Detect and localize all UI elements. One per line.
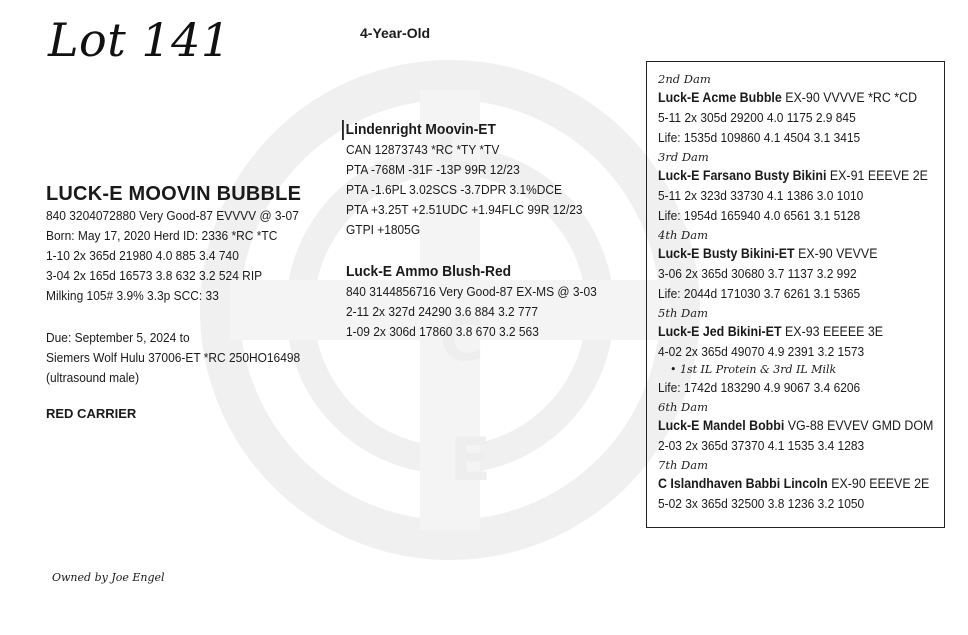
ancestor-class: EX-90 VEVVE xyxy=(798,246,878,261)
dam-block xyxy=(346,262,619,342)
ancestor-name: Luck-E Jed Bikini-ET xyxy=(658,324,782,339)
due-line: Siemers Wolf Hulu 37006-ET *RC 250HO16498 xyxy=(46,350,301,365)
svg-text:C: C xyxy=(440,305,485,375)
ancestor-class: VG-88 EVVEV GMD DOM xyxy=(787,418,934,433)
animal-details xyxy=(46,206,321,306)
ancestor-class: EX-90 EEEVE 2E xyxy=(831,476,930,491)
ancestor-record: Life: 1742d 183290 4.9 9067 3.4 6206 xyxy=(658,380,861,395)
due-line: Due: September 5, 2024 to xyxy=(46,330,190,345)
ancestor-class: EX-93 EEEEE 3E xyxy=(785,324,884,339)
generation-label: 2nd Dam xyxy=(658,72,711,86)
due-info xyxy=(46,328,322,388)
dam-line: 1-09 2x 306d 17860 3.8 670 3.2 563 xyxy=(346,324,539,339)
ancestor-record: Life: 2044d 171030 3.7 6261 3.1 5365 xyxy=(658,286,861,301)
owner-credit: Owned by Joe Engel xyxy=(52,571,165,584)
animal-detail-line: 840 3204072880 Very Good-87 EVVVV @ 3-07 xyxy=(46,208,299,223)
ancestor-class: EX-90 VVVVE *RC *CD xyxy=(785,90,918,105)
ancestor-entry xyxy=(658,474,933,494)
sire-line: PTA -768M -31F -13P 99R 12/23 xyxy=(346,162,520,177)
dam-line: 840 3144856716 Very Good-87 EX-MS @ 3-03 xyxy=(346,284,597,299)
ancestor-record: Life: 1954d 165940 4.0 6561 3.1 5128 xyxy=(658,208,861,223)
generation-label: 7th Dam xyxy=(658,458,708,472)
animal-detail-line: 1-10 2x 365d 21980 4.0 885 3.4 740 xyxy=(46,248,239,263)
ancestor-note: • 1st IL Protein & 3rd IL Milk xyxy=(670,363,837,376)
ancestor-name: Luck-E Farsano Busty Bikini xyxy=(658,168,827,183)
ancestor-entry xyxy=(658,322,933,342)
generation-label: 5th Dam xyxy=(658,306,708,320)
ancestor-record: 5-02 3x 365d 32500 3.8 1236 3.2 1050 xyxy=(658,496,865,511)
animal-detail-line: Born: May 17, 2020 Herd ID: 2336 *RC *TC xyxy=(46,228,278,243)
animal-detail-line: Milking 105# 3.9% 3.3p SCC: 33 xyxy=(46,288,219,303)
age-label: 4-Year-Old xyxy=(360,25,431,41)
lot-title: Lot 141 xyxy=(48,13,231,67)
svg-text:L: L xyxy=(435,115,474,185)
ancestor-entry xyxy=(658,416,933,436)
sire-name: Lindenright Moovin-ET xyxy=(342,120,582,140)
ancestor-entry xyxy=(658,166,933,186)
sire-line: PTA -1.6PL 3.02SCS -3.7DPR 3.1%DCE xyxy=(346,182,563,197)
sire-line: CAN 12873743 *RC *TY *TV xyxy=(346,142,500,157)
ancestor-record: 3-06 2x 365d 30680 3.7 1137 3.2 992 xyxy=(658,266,857,281)
generation-label: 4th Dam xyxy=(658,228,708,242)
ancestor-name: Luck-E Acme Bubble xyxy=(658,90,782,105)
ancestor-name: C Islandhaven Babbi Lincoln xyxy=(658,476,828,491)
animal-detail-line: 3-04 2x 165d 16573 3.8 632 3.2 524 RIP xyxy=(46,268,263,283)
ancestor-record: 5-11 2x 323d 33730 4.1 1386 3.0 1010 xyxy=(658,188,864,203)
generation-label: 6th Dam xyxy=(658,400,708,414)
generation-label: 3rd Dam xyxy=(658,150,709,164)
sire-block xyxy=(346,120,603,240)
dam-name: Luck-E Ammo Blush-Red xyxy=(346,263,512,280)
red-carrier-label: RED CARRIER xyxy=(46,406,137,421)
ancestor-class: EX-91 EEEVE 2E xyxy=(829,168,928,183)
sire-line: GTPI +1805G xyxy=(346,222,421,237)
animal-name: LUCK-E MOOVIN BUBBLE xyxy=(46,183,302,205)
due-line: (ultrasound male) xyxy=(46,370,140,385)
dam-line: 2-11 2x 327d 24290 3.6 884 3.2 777 xyxy=(346,304,538,319)
ancestor-entry xyxy=(658,244,933,264)
ancestor-record: 5-11 2x 305d 29200 4.0 1175 2.9 845 xyxy=(658,110,856,125)
svg-text:E: E xyxy=(450,425,491,495)
ancestor-entry xyxy=(658,88,933,108)
pedigree-box xyxy=(646,61,945,528)
ancestor-name: Luck-E Busty Bikini-ET xyxy=(658,246,795,261)
sire-line: PTA +3.25T +2.51UDC +1.94FLC 99R 12/23 xyxy=(346,202,583,217)
ancestor-record: Life: 1535d 109860 4.1 4504 3.1 3415 xyxy=(658,130,861,145)
ancestor-name: Luck-E Mandel Bobbi xyxy=(658,418,785,433)
ancestor-record: 4-02 2x 365d 49070 4.9 2391 3.2 1573 xyxy=(658,344,865,359)
ancestor-record: 2-03 2x 365d 37370 4.1 1535 3.4 1283 xyxy=(658,438,865,453)
